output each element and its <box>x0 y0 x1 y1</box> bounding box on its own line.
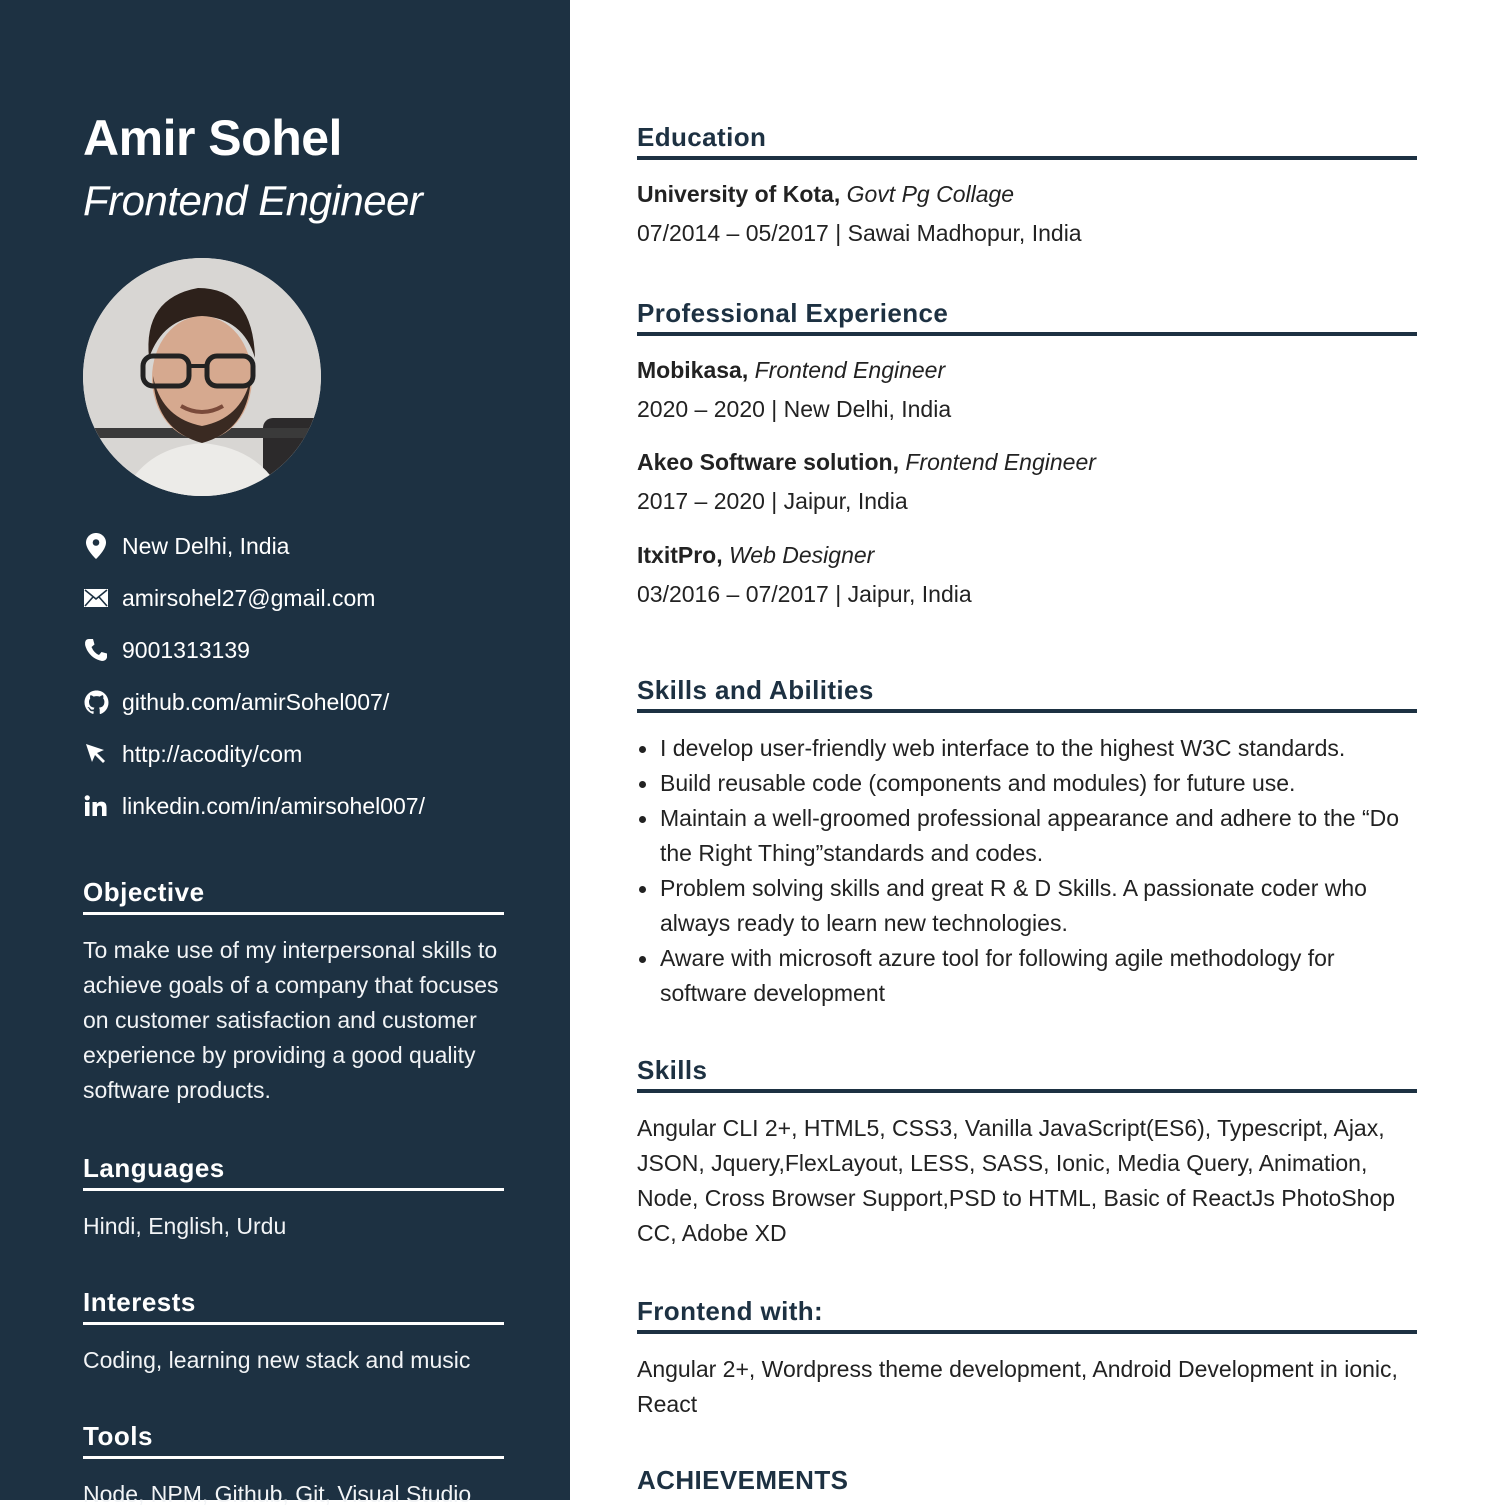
contact-linkedin[interactable] <box>83 780 523 832</box>
experience-role: Frontend Engineer <box>905 449 1096 475</box>
education-heading: Education <box>637 121 1417 160</box>
skills-heading: Skills <box>637 1054 1417 1093</box>
contact-website-link[interactable]: http://acodity/com <box>122 740 303 767</box>
contact-location-text: New Delhi, India <box>122 532 290 559</box>
contact-github[interactable] <box>83 676 523 728</box>
languages-heading: Languages <box>83 1152 504 1191</box>
skills-text: Angular CLI 2+, HTML5, CSS3, Vanilla JavaScript(ES6), Typescript, Ajax, JSON, Jquery,FlexLayout, LESS, SASS, Ionic, Media Query, Animation, Node, Cross Browser Support,PSD to HTML, Basic of ReactJs PhotoShop CC, Adobe XD <box>637 1115 1396 1246</box>
contact-phone-text[interactable]: 9001313139 <box>122 636 250 663</box>
contact-website[interactable] <box>83 728 523 780</box>
abilities-list <box>637 731 1417 1011</box>
github-icon <box>83 689 109 715</box>
experience-entry <box>637 354 1417 386</box>
list-item: Aware with microsoft azure tool for following agile methodology for software development <box>637 941 1417 1011</box>
frontend-heading: Frontend with: <box>637 1295 1417 1334</box>
linkedin-icon <box>83 793 109 819</box>
tools-text: Node, NPM, Github, Git, Visual Studio <box>83 1481 472 1507</box>
experience-role: Frontend Engineer <box>754 357 946 383</box>
abilities-heading: Skills and Abilities <box>637 674 1417 713</box>
profile-name: Amir Sohel <box>83 110 342 166</box>
interests-section <box>83 1286 504 1378</box>
list-item: Build reusable code (components and modules) for future use. <box>637 766 1417 801</box>
achievements-section <box>637 1464 1417 1499</box>
experience-details: 2020 – 2020 | New Delhi, India <box>637 396 952 422</box>
contact-linkedin-link[interactable]: linkedin.com/in/amirsohel007/ <box>122 792 425 819</box>
contact-email-link[interactable]: amirsohel27@gmail.com <box>122 584 376 611</box>
envelope-icon <box>83 585 109 611</box>
contact-list <box>83 520 523 832</box>
objective-text: To make use of my interpersonal skills to achieve goals of a company that focuses on customer satisfaction and customer experience by providing a good quality software products. <box>83 937 499 1103</box>
education-org: University of Kota, <box>637 181 841 207</box>
experience-org: ItxitPro, <box>637 542 723 568</box>
sidebar <box>0 0 570 1507</box>
education-details: 07/2014 – 05/2017 | Sawai Madhopur, India <box>637 220 1082 246</box>
list-item: I develop user-friendly web interface to the highest W3C standards. <box>637 731 1417 766</box>
achievements-heading: ACHIEVEMENTS <box>637 1465 849 1495</box>
frontend-section <box>637 1295 1417 1422</box>
experience-role: Web Designer <box>729 542 875 568</box>
experience-details: 03/2016 – 07/2017 | Jaipur, India <box>637 581 972 607</box>
languages-text: Hindi, English, Urdu <box>83 1213 287 1239</box>
location-pin-icon <box>83 533 109 559</box>
contact-phone[interactable] <box>83 624 523 676</box>
abilities-section <box>637 674 1417 1011</box>
contact-github-link[interactable]: github.com/amirSohel007/ <box>122 688 390 715</box>
objective-heading: Objective <box>83 876 504 915</box>
tools-heading: Tools <box>83 1420 504 1459</box>
education-section <box>637 121 1417 249</box>
cursor-arrow-icon <box>83 741 109 767</box>
tools-section <box>83 1420 504 1512</box>
profile-title: Frontend Engineer <box>83 177 423 224</box>
experience-details: 2017 – 2020 | Jaipur, India <box>637 488 908 514</box>
list-item: Maintain a well-groomed professional appearance and adhere to the “Do the Right Thing”standards and codes. <box>637 801 1417 871</box>
frontend-text: Angular 2+, Wordpress theme development, Android Development in ionic, React <box>637 1356 1398 1417</box>
experience-entry <box>637 539 1417 571</box>
experience-section <box>637 297 1417 610</box>
avatar-photo-icon <box>83 258 321 496</box>
contact-email[interactable] <box>83 572 523 624</box>
education-entry <box>637 178 1417 210</box>
experience-org: Mobikasa, <box>637 357 749 383</box>
contact-location <box>83 520 523 572</box>
experience-heading: Professional Experience <box>637 297 1417 336</box>
skills-section <box>637 1054 1417 1251</box>
list-item: Problem solving skills and great R & D Skills. A passionate coder who always ready to learn new technologies. <box>637 871 1417 941</box>
objective-section <box>83 876 504 1108</box>
languages-section <box>83 1152 504 1244</box>
interests-text: Coding, learning new stack and music <box>83 1347 471 1373</box>
experience-org: Akeo Software solution, <box>637 449 899 475</box>
phone-icon <box>83 637 109 663</box>
interests-heading: Interests <box>83 1286 504 1325</box>
education-role: Govt Pg Collage <box>846 181 1015 207</box>
avatar <box>83 258 321 496</box>
experience-entry <box>637 446 1417 478</box>
